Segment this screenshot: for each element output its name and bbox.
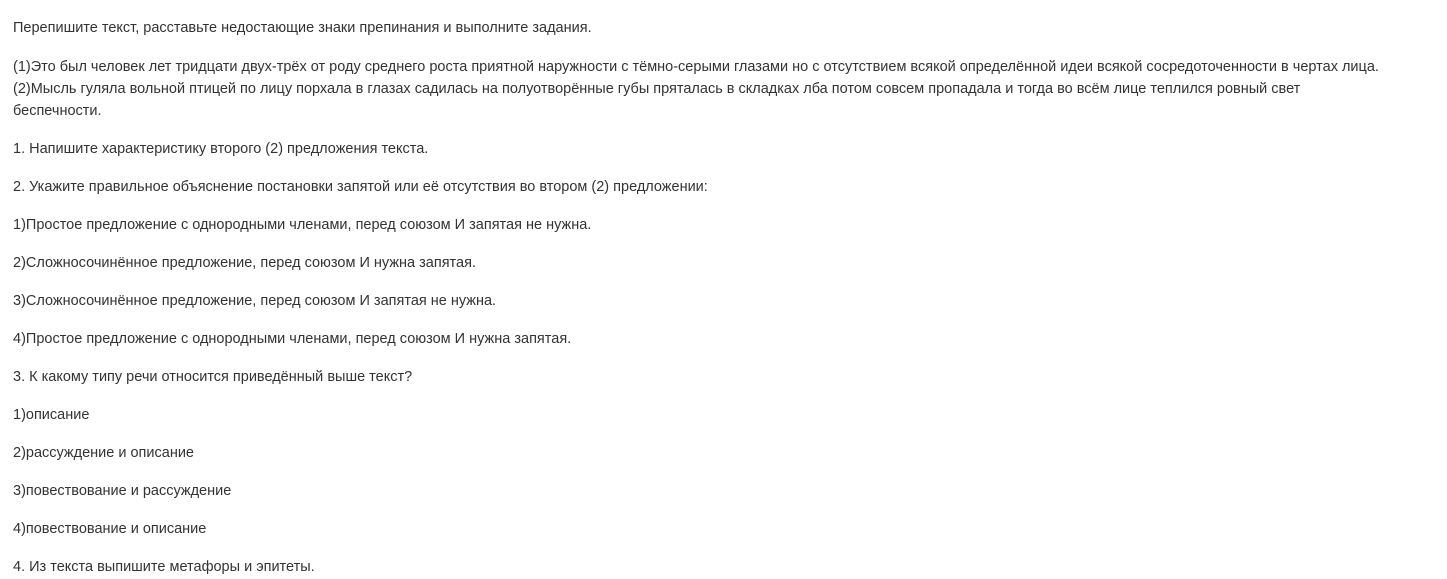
question-3: 3. К какому типу речи относится приведённый выше текст? <box>13 369 413 385</box>
text-sentence-2-continued: беспечности. <box>13 103 102 119</box>
question-3-option-1: 1)описание <box>13 407 90 423</box>
question-3-option-4: 4)повествование и описание <box>13 521 207 537</box>
question-2-option-2: 2)Сложносочинённое предложение, перед союзом И нужна запятая. <box>13 255 476 271</box>
question-2-option-1: 1)Простое предложение с однородными членами, перед союзом И запятая не нужна. <box>13 217 592 233</box>
question-1: 1. Напишите характеристику второго (2) предложения текста. <box>13 141 429 157</box>
question-2-option-3: 3)Сложносочинённое предложение, перед союзом И запятая не нужна. <box>13 293 497 309</box>
question-3-option-2: 2)рассуждение и описание <box>13 445 194 461</box>
question-4: 4. Из текста выпишите метафоры и эпитеты. <box>13 559 315 575</box>
question-3-option-3: 3)повествование и рассуждение <box>13 483 232 499</box>
text-sentence-2: (2)Мысль гуляла вольной птицей по лицу порхала в глазах садилась на полуотворённые губы пряталась в складках лба потом совсем пропадала и тогда во всём лице теплился ровный свет <box>13 81 1301 97</box>
instruction: Перепишите текст, расставьте недостающие знаки препинания и выполните задания. <box>13 20 592 36</box>
question-2-option-4: 4)Простое предложение с однородными членами, перед союзом И нужна запятая. <box>13 331 572 347</box>
text-sentence-1: (1)Это был человек лет тридцати двух-трёх от роду среднего роста приятной наружности с тёмно-серыми глазами но с отсутствием всякой определённой идеи всякой сосредоточенности в чертах лица. <box>13 59 1379 75</box>
question-2: 2. Укажите правильное объяснение постановки запятой или её отсутствия во втором (2) предложении: <box>13 179 708 195</box>
